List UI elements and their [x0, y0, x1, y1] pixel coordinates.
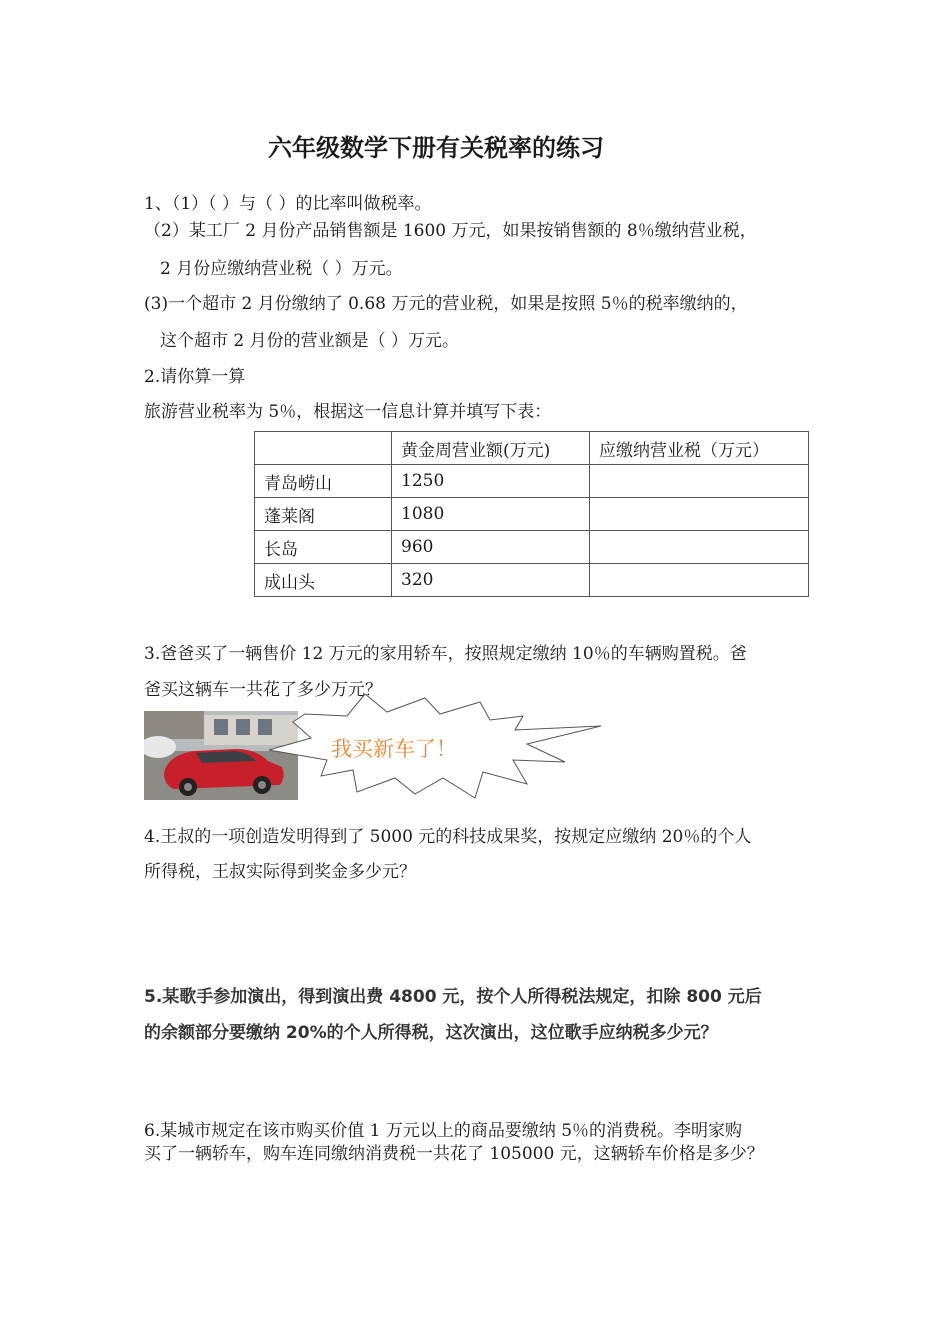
q5-line1: 5.某歌手参加演出，得到演出费 4800 元，按个人所得税法规定，扣除 800 元后 [144, 987, 762, 1007]
table-cell [590, 498, 809, 531]
table-row [255, 564, 809, 597]
q3-line2: 爸买这辆车一共花了多少万元？ [144, 680, 382, 700]
table-cell: 蓬莱阁 [255, 498, 392, 531]
table-cell: 960 [392, 531, 590, 564]
q1-line1: 1、（1）（ ）与（ ）的比率叫做税率。 [144, 194, 432, 214]
table-cell [590, 564, 809, 597]
table-header-cell [255, 432, 392, 465]
q6-line1: 6.某城市规定在该市购买价值 1 万元以上的商品要缴纳 5％的消费税。李明家购 [144, 1121, 743, 1141]
table-cell: 320 [392, 564, 590, 597]
speech-bubble-text: 我买新车了！ [331, 737, 457, 761]
q1-line4: (3)一个超市 2 月份缴纳了 0.68 万元的营业税，如果是按照 5％的税率缴纳的， [144, 294, 748, 314]
q2-heading: 2.请你算一算 [144, 367, 246, 387]
table-cell: 青岛崂山 [255, 465, 392, 498]
table-cell [590, 465, 809, 498]
table-row [255, 531, 809, 564]
table-cell: 成山头 [255, 564, 392, 597]
q2-intro: 旅游营业税率为 5％，根据这一信息计算并填写下表： [144, 402, 552, 422]
table-cell: 1080 [392, 498, 590, 531]
q3-line1: 3.爸爸买了一辆售价 12 万元的家用轿车，按照规定缴纳 10％的车辆购置税。爸 [144, 644, 747, 664]
table-row [255, 465, 809, 498]
table-cell: 长岛 [255, 531, 392, 564]
table-header-row [255, 432, 809, 465]
table-cell [590, 531, 809, 564]
q4-line1: 4.王叔的一项创造发明得到了 5000 元的科技成果奖，按规定应缴纳 20％的个人 [144, 827, 752, 847]
page-title: 六年级数学下册有关税率的练习 [268, 133, 604, 162]
q5-line2: 的余额部分要缴纳 20%的个人所得税，这次演出，这位歌手应纳税多少元？ [144, 1023, 718, 1043]
table-row [255, 498, 809, 531]
q4-line2: 所得税，王叔实际得到奖金多少元？ [144, 862, 416, 882]
table-header-cell: 应缴纳营业税（万元） [590, 432, 809, 465]
q1-line3: 2 月份应缴纳营业税（ ）万元。 [160, 259, 403, 279]
table-cell: 1250 [392, 465, 590, 498]
q1-line5: 这个超市 2 月份的营业额是（ ）万元。 [160, 331, 460, 351]
q6-line2: 买了一辆轿车，购车连同缴纳消费税一共花了 105000 元，这辆轿车价格是多少？ [144, 1144, 764, 1164]
table-header-cell: 黄金周营业额(万元) [392, 432, 590, 465]
q1-line2: （2）某工厂 2 月份产品销售额是 1600 万元，如果按销售额的 8％缴纳营业税， [144, 221, 757, 241]
tax-table [254, 431, 809, 597]
